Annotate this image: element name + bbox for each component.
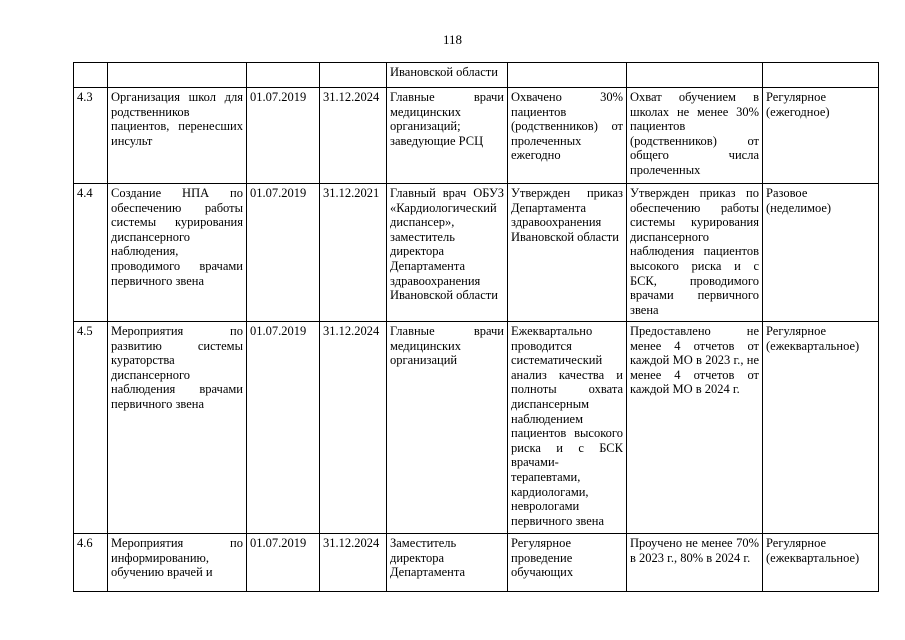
end-date: 31.12.2024 [320,88,387,184]
result: Регулярное проведение обучающих [508,534,627,592]
result: Ежеквартально проводится систематический анализ качества и полноты охвата диспансерным наблюдением пациентов высокого риска и с БСК врачами-терапевтами, кардиологами, неврологами первичного звена [508,322,627,534]
indicator: Проучено не менее 70% в 2023 г., 80% в 2024 г. [627,534,763,592]
responsible: Заместитель директора Департамента [387,534,508,592]
end-date: 31.12.2024 [320,534,387,592]
measure-name: Мероприятия по информированию, обучению врачей и [108,534,247,592]
measure-type: Регулярное (ежеквартальное) [763,322,879,534]
measure-type: Регулярное (ежеквартальное) [763,534,879,592]
result: Утвержден приказ Департамента здравоохранения Ивановской области [508,184,627,322]
start-date: 01.07.2019 [247,184,320,322]
measure-type: Разовое (неделимое) [763,184,879,322]
responsible: Главный врач ОБУЗ «Кардиологический диспансер», заместитель директора Департамента здравоохранения Ивановской области [387,184,508,322]
responsible: Главные врачи медицинских организаций [387,322,508,534]
start-date: 01.07.2019 [247,322,320,534]
table-row [74,88,879,184]
result [508,63,627,88]
indicator: Утвержден приказ по обеспечению работы системы курирования диспансерного наблюдения пациентов высокого риска и с БСК, проводимого врачами первичного звена [627,184,763,322]
measure-name: Создание НПА по обеспечению работы системы курирования диспансерного наблюдения, проводимого врачами первичного звена [108,184,247,322]
table-row [74,534,879,592]
measures-table [73,62,879,592]
measure-name [108,63,247,88]
end-date: 31.12.2024 [320,322,387,534]
indicator: Охват обучением в школах не менее 30% пациентов (родственников) от общего числа пролеченных [627,88,763,184]
row-number: 4.3 [74,88,108,184]
indicator: Предоставлено не менее 4 отчетов от каждой МО в 2023 г., не менее 4 отчетов от каждой МО в 2024 г. [627,322,763,534]
row-number: 4.4 [74,184,108,322]
table-row [74,63,879,88]
measure-name: Мероприятия по развитию системы кураторства диспансерного наблюдения врачами первичного звена [108,322,247,534]
table-row [74,184,879,322]
result: Охвачено 30% пациентов (родственников) от пролеченных ежегодно [508,88,627,184]
table-row [74,322,879,534]
page-number: 118 [442,32,463,47]
start-date: 01.07.2019 [247,534,320,592]
end-date [320,63,387,88]
measure-type: Регулярное (ежегодное) [763,88,879,184]
measure-name: Организация школ для родственников пациентов, перенесших инсульт [108,88,247,184]
start-date [247,63,320,88]
start-date: 01.07.2019 [247,88,320,184]
row-number: 4.5 [74,322,108,534]
row-number [74,63,108,88]
responsible: Главные врачи медицинских организаций; заведующие РСЦ [387,88,508,184]
responsible: Ивановской области [387,63,508,88]
row-number: 4.6 [74,534,108,592]
measure-type [763,63,879,88]
indicator [627,63,763,88]
end-date: 31.12.2021 [320,184,387,322]
